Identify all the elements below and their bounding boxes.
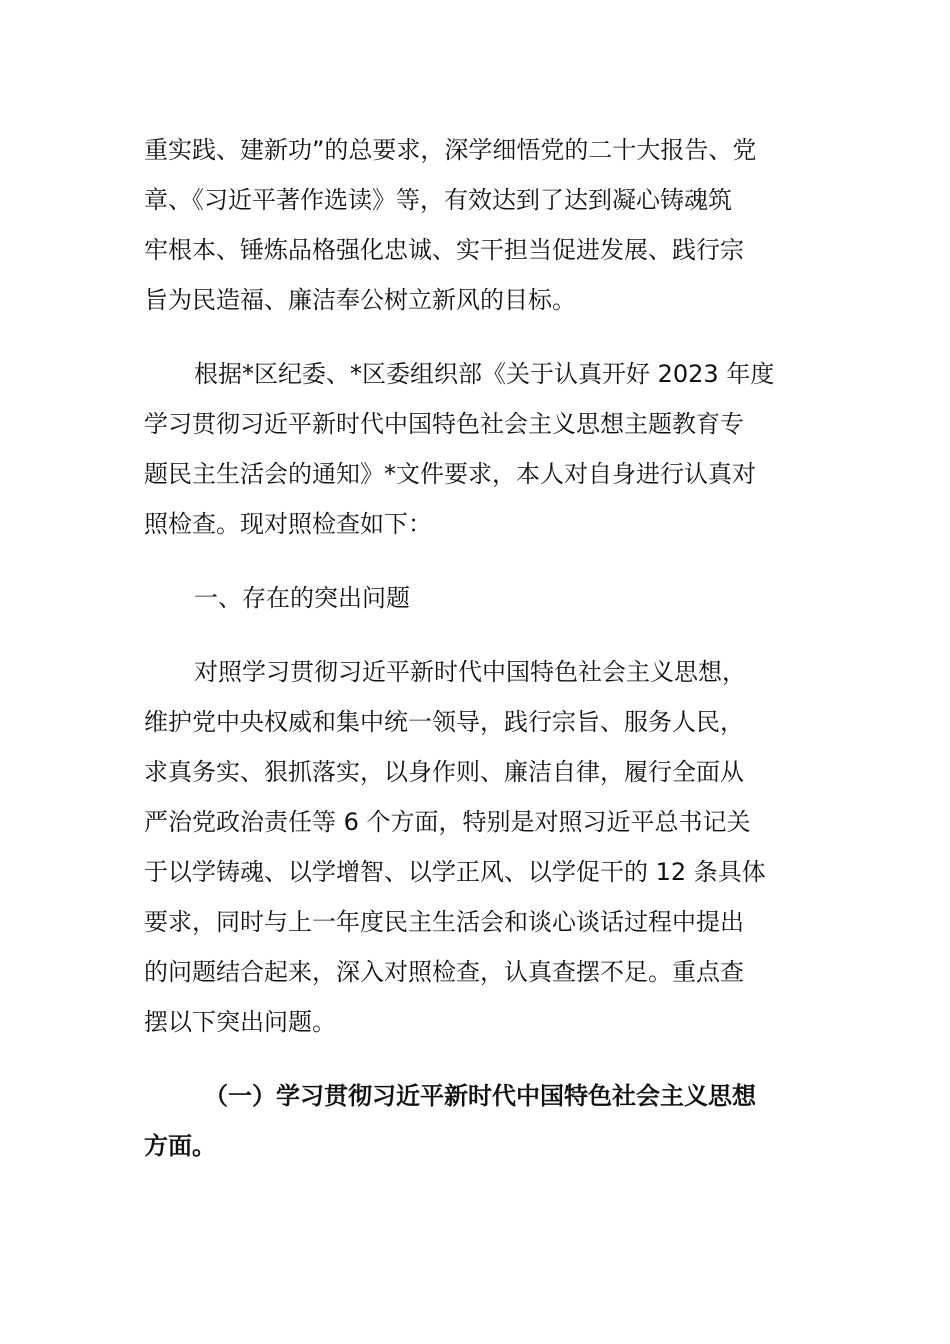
- subheading-line-1: （一）学习贯彻习近平新时代中国特色社会主义思想: [204, 1082, 756, 1110]
- paragraph-2-line-1: 根据*区纪委、*区委组织部《关于认真开好 2023 年度: [194, 360, 775, 388]
- paragraph-2-line-4: 照检查。现对照检查如下：: [144, 510, 432, 538]
- paragraph-3-line-2: 维护党中央权威和集中统一领导，践行宗旨、服务人民，: [144, 708, 744, 736]
- paragraph-2-line-3: 题民主生活会的通知》*文件要求，本人对自身进行认真对: [144, 460, 756, 488]
- paragraph-3-line-1: 对照学习贯彻习近平新时代中国特色社会主义思想，: [194, 658, 746, 686]
- paragraph-3-line-3: 求真务实、狠抓落实，以身作则、廉洁自律，履行全面从: [144, 758, 744, 786]
- paragraph-1-line-1: 重实践、建新功”的总要求，深学细悟党的二十大报告、党: [144, 136, 757, 164]
- paragraph-3-line-5: 于以学铸魂、以学增智、以学正风、以学促干的 12 条具体: [144, 858, 766, 886]
- paragraph-3-line-6: 要求，同时与上一年度民主生活会和谈心谈话过程中提出: [144, 908, 744, 936]
- subheading-line-2: 方面。: [144, 1132, 216, 1160]
- paragraph-3-line-4: 严治党政治责任等 6 个方面，特别是对照习近平总书记关: [144, 808, 751, 836]
- paragraph-1-line-3: 牢根本、锤炼品格强化忠诚、实干担当促进发展、践行宗: [144, 236, 744, 264]
- paragraph-1-line-2: 章、《习近平著作选读》等，有效达到了达到凝心铸魂筑: [144, 186, 732, 214]
- paragraph-3-line-7: 的问题结合起来，深入对照检查，认真查摆不足。重点查: [144, 958, 744, 986]
- paragraph-3-line-8: 摆以下突出问题。: [144, 1008, 336, 1036]
- section-heading: 一、存在的突出问题: [194, 584, 410, 612]
- paragraph-1-line-4: 旨为民造福、廉洁奉公树立新风的目标。: [144, 286, 576, 314]
- paragraph-2-line-2: 学习贯彻习近平新时代中国特色社会主义思想主题教育专: [144, 410, 744, 438]
